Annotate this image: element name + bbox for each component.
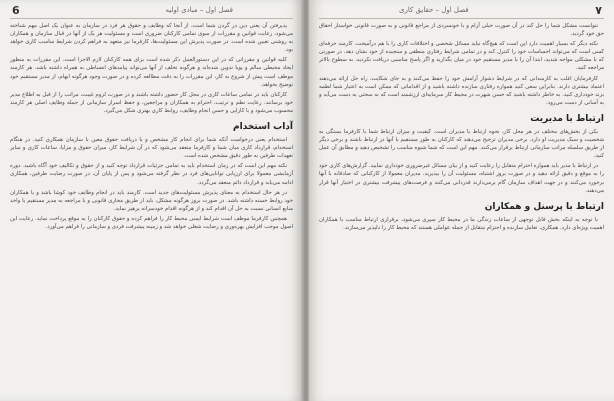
paragraph: کارکنان باید در تمامی ساعات کاری در محل کار حضور داشته باشند و در صورت لزوم غیبت، مراتب را از قبل به اطلاع مدیر خود برسانند. رعایت نظم و ترتیب، احترام به همکاران و مراجعین، و حفظ اسرار سازمانی از جمله وظایف اصلی هر کارمند محسوب می‌شود و با کارایی و حسن انجام وظایف، روابط کاری بهتری شکل می‌گیرد. [10, 91, 293, 114]
paragraph: نتوانست مشکل شما را حل کند در آن صورت خیلی آرام و با خونسردی از مراجع قانونی و به صورت قانونی خواستار احقاق حق خود گردید. [319, 23, 604, 38]
left-page-header [10, 4, 293, 19]
paragraph: در ارتباط با مدیر باید همواره احترام متقابل را رعایت کنید و از بیان مسائل غیرضروری خودداری نمایید. گزارش‌های کاری خود را به موقع و دقیق ارائه دهید و در صورت بروز اشتباه، مسئولیت آن را بپذیرید. مدیران معمولا از کارکنانی که صادقانه با آنها برخورد می‌کنند و در جهت اهداف سازمان گام برمی‌دارند قدردانی می‌کنند و فرصت‌های پیشرفت بیشتری در اختیار آنها قرار می‌دهند. [319, 163, 604, 194]
section-title: آداب استخدام [233, 122, 293, 133]
left-page [0, 0, 303, 401]
paragraph: همچنین کارفرما موظف است شرایط ایمنی محیط کار را فراهم کرده و حقوق کارکنان را به موقع پرداخت نماید. رعایت این اصول موجب افزایش بهره‌وری و رضایت شغلی خواهد شد و زمینه پیشرفت فردی و سازمانی را فراهم می‌آورد. [10, 215, 293, 230]
paragraph: یکی از بخش‌های مختلف در هر محل کار، نحوه ارتباط با مدیران است. کیفیت و میزان ارتباط شما با کارفرما بستگی به شخصیت و سبک مدیریت او دارد. برخی مدیران ترجیح می‌دهند که کارکنان به طور مستقیم با آنها در ارتباط باشند و برخی دیگر از طریق سلسله مراتب سازمانی ارتباط برقرار می‌کنند. مهم این است که شما شیوه مناسب را تشخیص دهید و مطابق آن عمل کنید. [319, 128, 604, 160]
section-title: ارتباط با مدیریت [530, 113, 604, 124]
right-page-header [319, 4, 604, 19]
paragraph: کارفرمایان اغلب به کارمندانی که در شرایط دشوار آرامش خود را حفظ می‌کنند و به جای شکایت، راه حل ارائه می‌دهند اعتماد بیشتری دارند. بنابراین سعی کنید همواره رفتاری سازنده داشته باشید و از اقداماتی که ممکن است به اعتبار شما لطمه بزند خودداری کنید. به خاطر داشته باشید که حسن شهرت در محیط کار سرمایه‌ای ارزشمند است که به سختی به دست می‌آید و به آسانی از دست می‌رود. [319, 75, 604, 106]
left-page-running-head: فصل اول – مبادی اولیه [165, 6, 233, 14]
paragraph: نکته دیگر که بسیار اهمیت دارد این است که هیچ‌گاه نباید مسائل شخصی و اختلافات کاری را با هم درآمیخت. کارمند حرفه‌ای کسی است که می‌تواند احساسات خود را کنترل کند و در تمامی شرایط رفتاری منطقی و سنجیده از خود نشان دهد. در صورتی که با مشکلی مواجه شدید، ابتدا آن را با مدیر مستقیم خود در میان بگذارید و اگر پاسخ مناسبی دریافت نکردید، به سطوح بالاتر مراجعه کنید. [319, 41, 604, 72]
paragraph: نکته مهم این است که در زمان استخدام باید به تمامی جزئیات قرارداد توجه کنید و از حقوق و تکالیف خود آگاه باشید. دوره آزمایشی معمولا برای ارزیابی توانایی‌های فرد در نظر گرفته می‌شود و پس از پایان آن، در صورت رضایت طرفین، همکاری ادامه می‌یابد و قرارداد دائم منعقد می‌گردد. [10, 163, 293, 186]
paragraph: با توجه به اینکه بخش قابل توجهی از ساعات زندگی ما در محیط کار سپری می‌شود، برقراری ارتباط مناسب با همکاران اهمیت ویژه‌ای دارد. همکاری، تعامل سازنده و احترام متقابل از جمله عواملی هستند که محیط کار را دلپذیر می‌سازند. [319, 216, 604, 231]
right-page [309, 0, 614, 401]
paragraph: استخدام یعنی درخواست آنکه شما برای انجام کار مشخص و با دریافت حقوق معین با سازمان همکاری کنید. در هنگام استخدام، قرارداد کاری میان شما و کارفرما منعقد می‌شود که در آن شرایط کار، میزان حقوق و مزایا، ساعات کاری و سایر تعهدات طرفین به طور دقیق مشخص شده است. [10, 137, 293, 160]
paragraph: در هر حال استخدام به معنای پذیرش مسئولیت‌های جدید است. کارمند باید در انجام وظایف خود کوشا باشد و با همکاران خود روابط حسنه داشته باشد. در صورت بروز هرگونه مشکل، باید از طریق مجاری قانونی و با مراجعه به مدیر مستقیم یا واحد منابع انسانی نسبت به حل آن اقدام کند و از هرگونه اقدام خودسرانه پرهیز نماید. [10, 189, 293, 212]
right-page-number: ۷ [595, 4, 602, 17]
right-page-running-head: فصل اول – حقایق کاری [399, 6, 469, 14]
left-page-body [10, 22, 293, 399]
section-title: ارتباط با پرسنل و همکاران [484, 201, 604, 212]
left-page-number: 6 [12, 4, 20, 17]
right-page-body [319, 22, 604, 399]
paragraph: پذیرفتن آن یعنی دین در گردن شما است. از آنجا که وظایف و حقوق هر فرد در سازمان به عنوان یک اصل مهم شناخته می‌شود، رعایت قوانین و مقررات از سوی تمامی کارکنان ضروری است و مسئولیت هر یک از آنها در قبال سازمان و همکاران به روشنی تعیین شده است. در صورت پذیرش این مسئولیت‌ها، کارفرما نیز متعهد به فراهم کردن شرایط مناسب کاری خواهد بود. [10, 23, 293, 54]
paragraph: کلیه قوانین و مقرراتی که در این دستورالعمل ذکر شده است برای همه کارکنان لازم الاجرا است. این مقررات به منظور ایجاد محیطی سالم و پویا تدوین شده‌اند و هرگونه تخلف از آنها می‌تواند پیامدهای انضباطی به همراه داشته باشد. هر کارمند موظف است پیش از شروع به کار، این مقررات را به دقت مطالعه کرده و در صورت وجود هرگونه ابهام، از مدیر مستقیم خود توضیح بخواهد. [10, 57, 293, 88]
